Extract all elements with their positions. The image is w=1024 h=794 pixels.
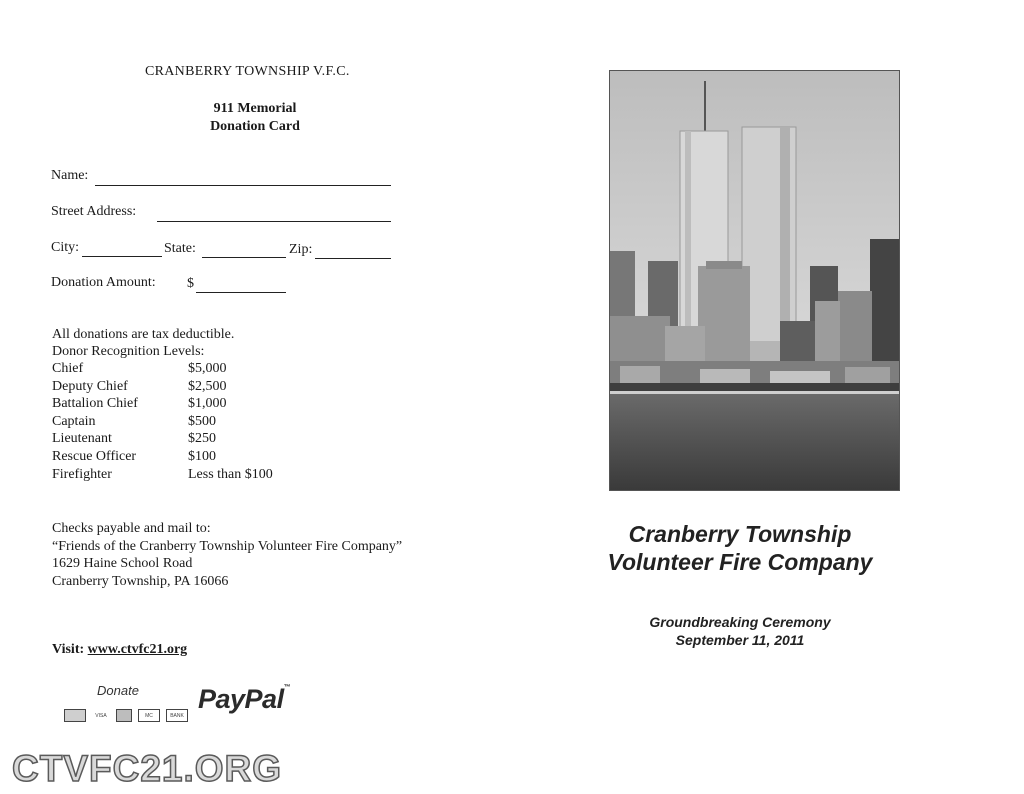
mail-line: Cranberry Township, PA 16066: [52, 573, 229, 589]
level-name: Firefighter: [52, 466, 112, 482]
payment-cards: [64, 709, 188, 722]
paypal-text: PayPal: [198, 684, 284, 714]
level-name: Chief: [52, 361, 84, 376]
skyline-illustration: [610, 71, 899, 490]
street-field[interactable]: [157, 221, 391, 222]
state-label: State:: [164, 241, 196, 256]
zip-label: Zip:: [289, 242, 313, 257]
city-field[interactable]: [82, 256, 162, 257]
amount-field[interactable]: [196, 292, 286, 293]
donate-label[interactable]: Donate: [97, 683, 139, 698]
level-name: Battalion Chief: [52, 396, 138, 412]
level-row: [52, 360, 273, 378]
level-amount: $1,000: [188, 396, 227, 412]
level-row: [52, 395, 273, 413]
level-row: [52, 466, 273, 484]
name-field[interactable]: [95, 185, 391, 186]
mail-line: “Friends of the Cranberry Township Volunteer Fire Company”: [52, 538, 403, 554]
paypal-logo[interactable]: PayPal™: [198, 684, 291, 714]
state-field[interactable]: [202, 257, 286, 258]
amex-icon: [116, 709, 132, 722]
event-title: Groundbreaking Ceremony: [649, 614, 831, 630]
name-label: Name:: [51, 168, 89, 183]
visit-line: [52, 642, 187, 658]
level-row: [52, 448, 273, 466]
bank-icon: BANK: [166, 709, 188, 722]
level-name: Lieutenant: [52, 431, 112, 447]
zip-field[interactable]: [315, 258, 391, 259]
level-amount: $100: [188, 448, 216, 464]
mail-line: Checks payable and mail to:: [52, 521, 211, 536]
visit-label: Visit:: [52, 642, 85, 657]
company-name-line2: Volunteer Fire Company: [607, 549, 873, 575]
visa-icon: VISA: [92, 710, 110, 721]
level-amount: $250: [188, 431, 216, 447]
level-row: [52, 430, 273, 448]
level-row: [52, 378, 273, 396]
mailing-address: [52, 520, 402, 590]
card-title-line1: 911 Memorial: [213, 101, 297, 116]
amount-label: Donation Amount:: [51, 275, 156, 290]
level-row: [52, 413, 273, 431]
tax-note: All donations are tax deductible.: [52, 327, 235, 342]
website-link[interactable]: www.ctvfc21.org: [87, 642, 188, 657]
twin-towers-photo: [609, 70, 900, 491]
levels-heading: Donor Recognition Levels:: [52, 344, 205, 359]
company-name-line1: Cranberry Township: [628, 521, 852, 547]
level-name: Captain: [52, 413, 96, 429]
street-label: Street Address:: [51, 204, 137, 219]
mastercard-icon: MC: [138, 709, 160, 722]
level-name: Rescue Officer: [52, 448, 137, 464]
donor-levels-list: [52, 360, 273, 483]
city-label: City:: [51, 240, 80, 255]
level-amount: $5,000: [188, 361, 227, 376]
mail-line: 1629 Haine School Road: [52, 556, 193, 571]
card-icon: [64, 709, 86, 722]
donation-notes: [52, 326, 234, 360]
level-amount: $2,500: [188, 378, 227, 394]
org-name: CRANBERRY TOWNSHIP V.F.C.: [145, 64, 350, 79]
watermark: CTVFC21.ORG: [12, 748, 283, 789]
event-date: September 11, 2011: [675, 632, 805, 648]
currency-symbol: $: [187, 276, 194, 291]
level-amount: $500: [188, 413, 216, 429]
level-amount: Less than $100: [188, 466, 273, 482]
card-title-line2: Donation Card: [210, 119, 300, 134]
level-name: Deputy Chief: [52, 378, 128, 394]
